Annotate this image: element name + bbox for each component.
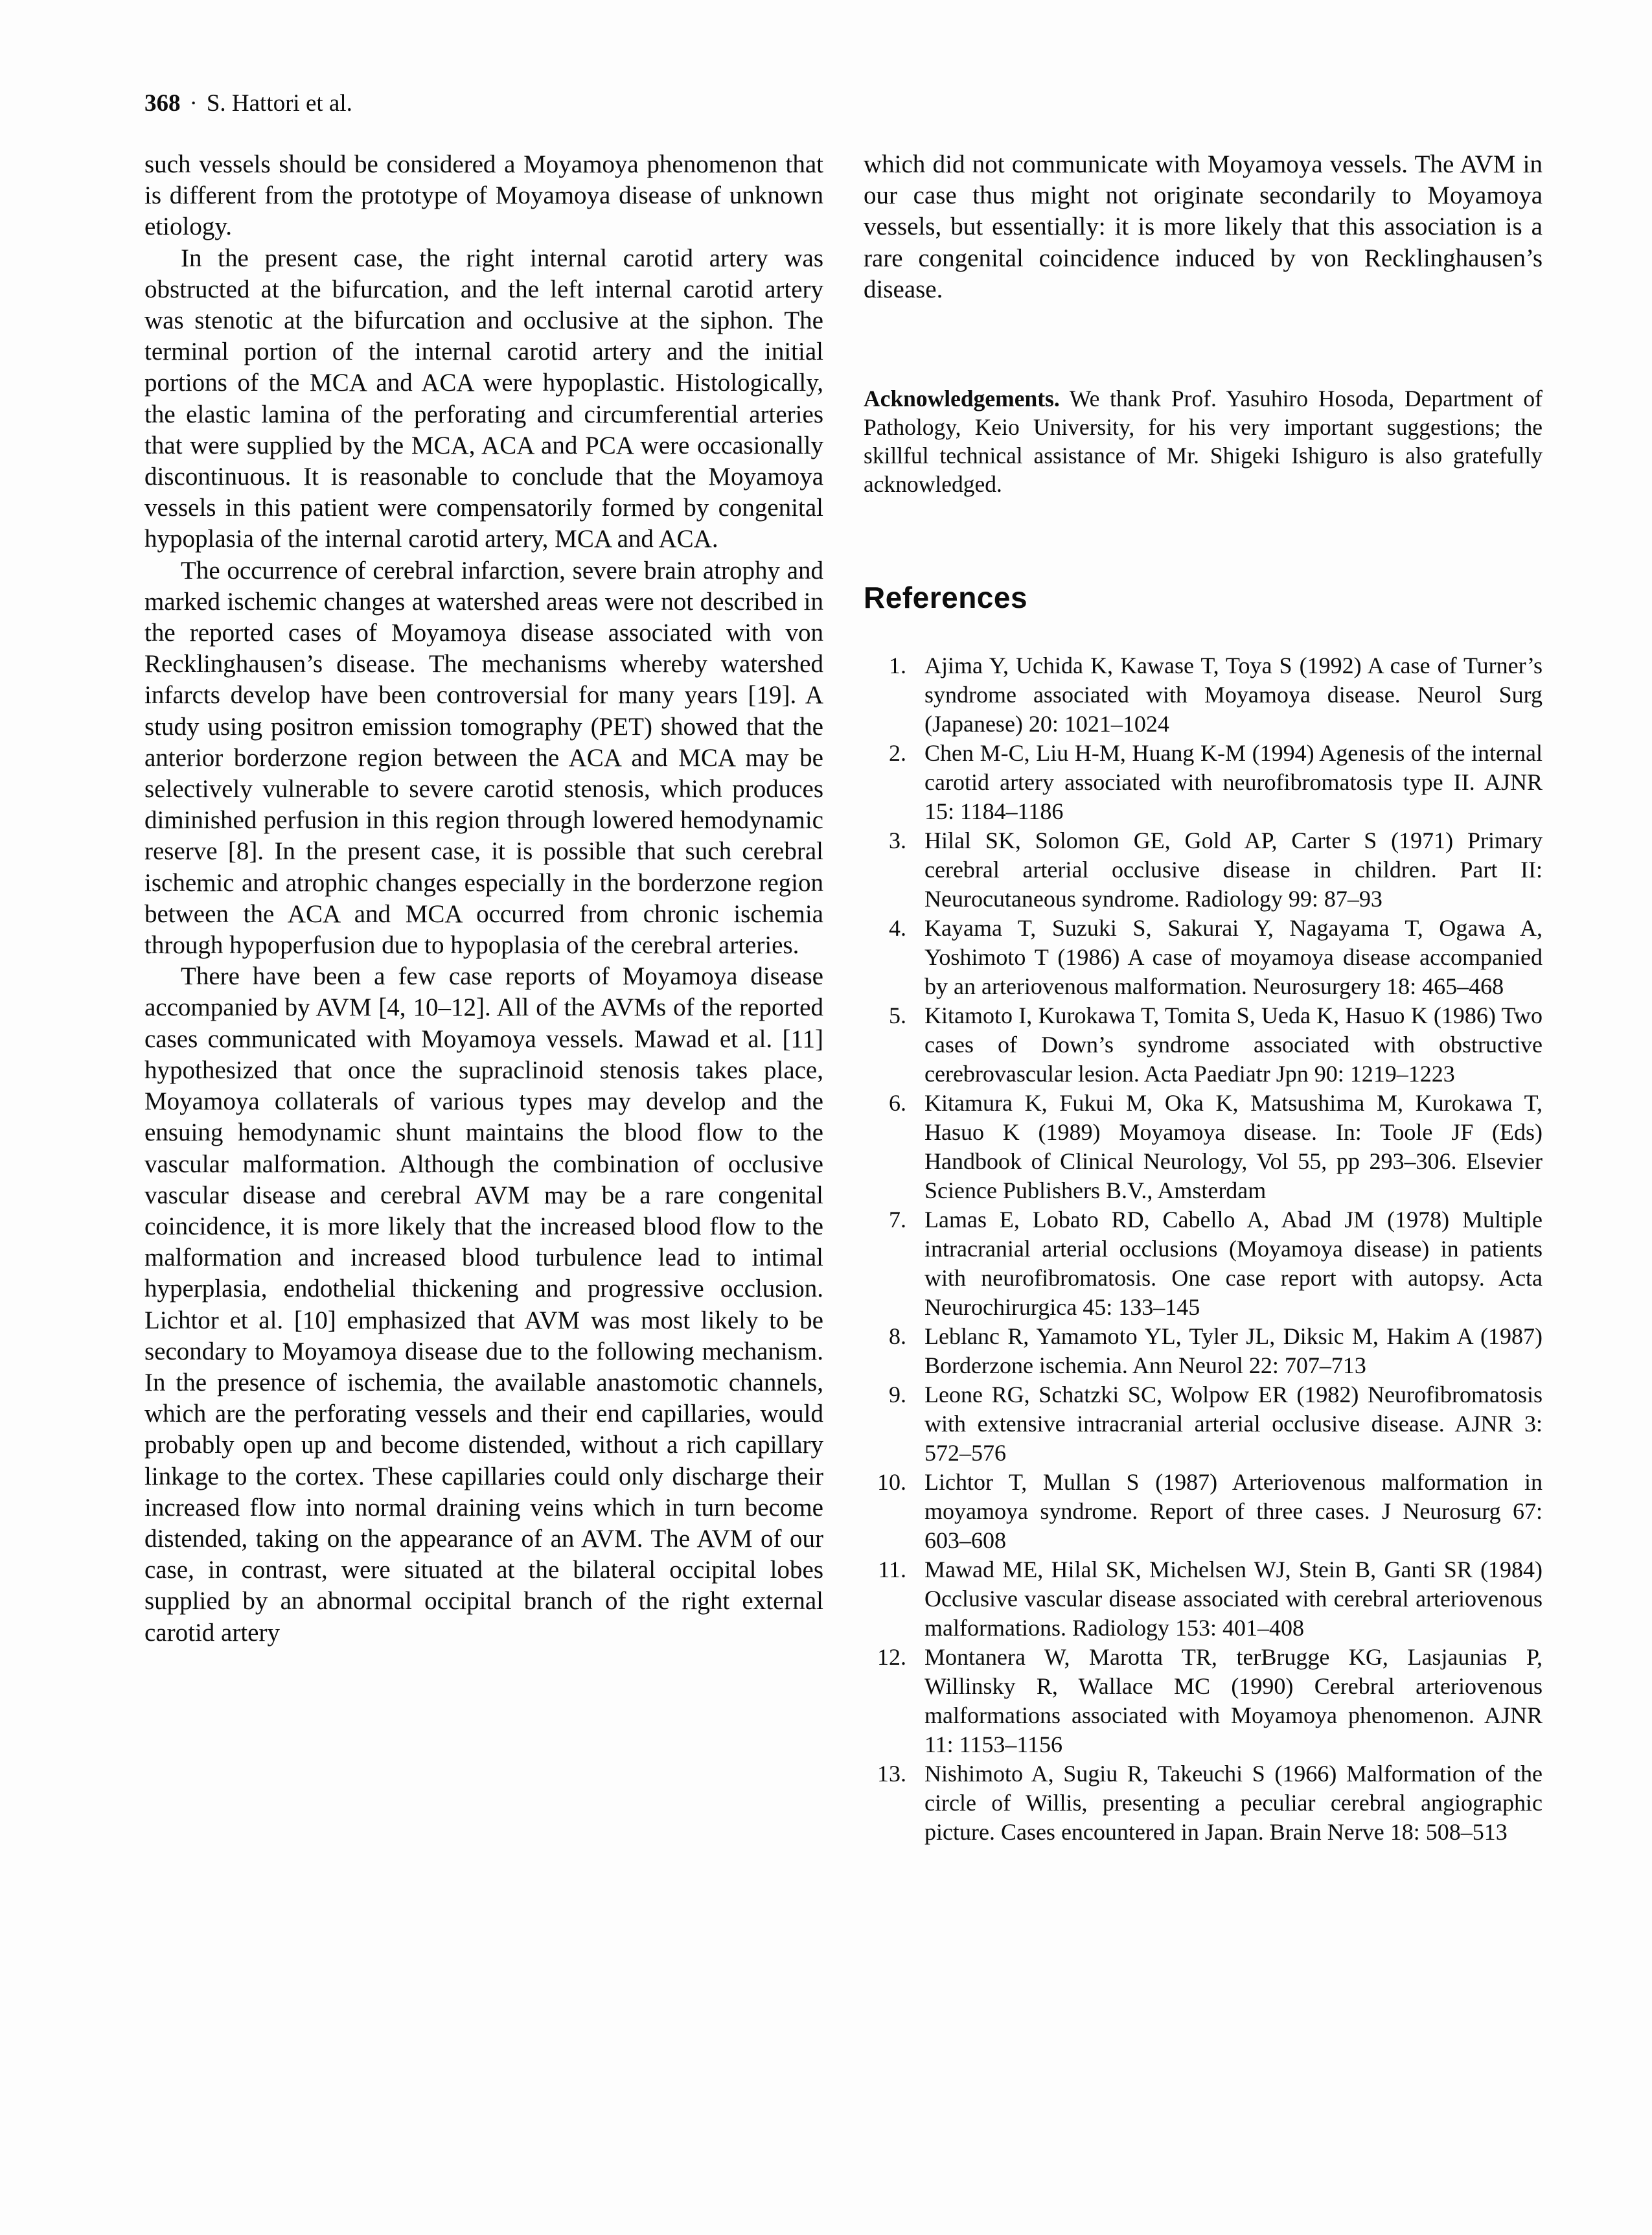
reference-number: 8.	[889, 1323, 906, 1350]
reference-number: 13.	[877, 1761, 906, 1787]
reference-text: Montanera W, Marotta TR, terBrugge KG, Lasjaunias P, Willinsky R, Wallace MC (1990) Cerebral arteriovenous malformations associated with Moyamoya phenomenon. AJNR 11: 1153–1156	[924, 1644, 1543, 1758]
reference-text: Leone RG, Schatzki SC, Wolpow ER (1982) Neurofibromatosis with extensive intracranial arterial occlusive disease. AJNR 3: 572–576	[924, 1382, 1543, 1466]
reference-text: Hilal SK, Solomon GE, Gold AP, Carter S (1971) Primary cerebral arterial occlusive disease in children. Part II: Neurocutaneous syndrome. Radiology 99: 87–93	[924, 828, 1543, 912]
reference-text: Ajima Y, Uchida K, Kawase T, Toya S (1992) A case of Turner’s syndrome associated with Moyamoya disease. Neurol Surg (Japanese) 20: 1021–1024	[924, 653, 1543, 737]
body-paragraph: which did not communicate with Moyamoya vessels. The AVM in our case thus might not originate secondarily to Moyamoya vessels, but essentially: it is more likely that this association is a rare congenital coincidence induced by von Recklinghausen’s disease.	[864, 150, 1543, 303]
reference-item	[864, 1001, 1543, 1089]
reference-number: 5.	[889, 1002, 906, 1029]
reference-item	[864, 1759, 1543, 1847]
acknowledgements	[864, 384, 1543, 498]
acknowledgements-label: Acknowledgements.	[864, 386, 1060, 412]
reference-text: Leblanc R, Yamamoto YL, Tyler JL, Diksic M, Hakim A (1987) Borderzone ischemia. Ann Neurol 22: 707–713	[924, 1323, 1543, 1379]
reference-text: Chen M-C, Liu H-M, Huang K-M (1994) Agenesis of the internal carotid artery associated with neurofibromatosis type II. AJNR 15: 1184–1186	[924, 740, 1543, 825]
page-number: 368	[144, 90, 181, 117]
reference-text: Kitamura K, Fukui M, Oka K, Matsushima M, Kurokawa T, Hasuo K (1989) Moyamoya disease. In: Toole JF (Eds) Handbook of Clinical Neurology, Vol 55, pp 293–306. Elsevier Science Publishers B.V., Amsterdam	[924, 1090, 1543, 1204]
reference-number: 11.	[878, 1557, 906, 1583]
reference-number: 4.	[889, 915, 906, 942]
reference-number: 12.	[877, 1644, 906, 1671]
references-heading: References	[864, 581, 1028, 615]
acknowledgements-text: We thank Prof. Yasuhiro Hosoda, Department of Pathology, Keio University, for his very important suggestions; the skillful technical assistance of Mr. Shigeki Ishiguro is also gratefully acknowledged.	[864, 386, 1543, 498]
reference-item	[864, 651, 1543, 739]
reference-number: 7.	[889, 1207, 906, 1233]
header-separator: ·	[189, 90, 198, 117]
reference-text: Kitamoto I, Kurokawa T, Tomita S, Ueda K, Hasuo K (1986) Two cases of Down’s syndrome associated with obstructive cerebrovascular lesion. Acta Paediatr Jpn 90: 1219–1223	[924, 1002, 1543, 1087]
reference-item	[864, 1089, 1543, 1205]
reference-number: 9.	[889, 1382, 906, 1408]
body-paragraph: such vessels should be considered a Moyamoya phenomenon that is different from the prototype of Moyamoya disease of unknown etiology.	[144, 150, 823, 241]
reference-text: Lichtor T, Mullan S (1987) Arteriovenous malformation in moyamoya syndrome. Report of three cases. J Neurosurg 67: 603–608	[924, 1469, 1543, 1554]
running-header	[144, 89, 352, 118]
reference-number: 3.	[889, 828, 906, 854]
reference-item	[864, 914, 1543, 1001]
reference-list	[864, 651, 1543, 1847]
reference-item	[864, 1643, 1543, 1759]
reference-item	[864, 1468, 1543, 1555]
reference-item	[864, 1380, 1543, 1468]
right-column	[864, 149, 1543, 1847]
reference-item	[864, 1555, 1543, 1643]
reference-item	[864, 739, 1543, 826]
reference-text: Nishimoto A, Sugiu R, Takeuchi S (1966) Malformation of the circle of Willis, presenting a peculiar cerebral angiographic picture. Cases encountered in Japan. Brain Nerve 18: 508–513	[924, 1761, 1543, 1846]
body-paragraph: In the present case, the right internal carotid artery was obstructed at the bifurcation, and the left internal carotid artery was stenotic at the bifurcation and occlusive at the siphon. The terminal portion of the internal carotid artery and the initial portions of the MCA and ACA were hypoplastic. Histologically, the elastic lamina of the perforating and circumferential arteries that were supplied by the MCA, ACA and PCA were occasionally discontinuous. It is reasonable to conclude that the Moyamoya vessels in this patient were compensatorily formed by congenital hypoplasia of the internal carotid artery, MCA and ACA.	[144, 244, 823, 553]
reference-text: Lamas E, Lobato RD, Cabello A, Abad JM (1978) Multiple intracranial arterial occlusions (Moyamoya disease) in patients with neurofibromatosis. One case report with autopsy. Acta Neurochirurgica 45: 133–145	[924, 1207, 1543, 1321]
left-column	[144, 149, 823, 1847]
body-paragraph: The occurrence of cerebral infarction, severe brain atrophy and marked ischemic changes at watershed areas were not described in the reported cases of Moyamoya disease associated with von Recklinghausen’s disease. The mechanisms whereby watershed infarcts develop have been controversial for many years [19]. A study using positron emission tomography (PET) showed that the anterior borderzone region between the ACA and MCA may be selectively vulnerable to severe carotid stenosis, which produces diminished perfusion in this region through lowered hemodynamic reserve [8]. In the present case, it is possible that such cerebral ischemic and atrophic changes especially in the borderzone region between the ACA and MCA occurred from chronic ischemia through hypoperfusion due to hypoplasia of the cerebral arteries.	[144, 556, 823, 960]
reference-item	[864, 826, 1543, 914]
running-head-authors: S. Hattori et al.	[206, 90, 352, 117]
body-paragraph: There have been a few case reports of Moyamoya disease accompanied by AVM [4, 10–12]. All of the AVMs of the reported cases communicated with Moyamoya vessels. Mawad et al. [11] hypothesized that once the supraclinoid stenosis takes place, Moyamoya collaterals of various types may develop and the ensuing hemodynamic shunt maintains the blood flow to the vascular malformation. Although the combination of occlusive vascular disease and cerebral AVM may be a rare congenital coincidence, it is more likely that the increased blood flow to the malformation and increased blood turbulence lead to intimal hyperplasia, endothelial thickening and progressive occlusion. Lichtor et al. [10] emphasized that AVM was most likely to be secondary to Moyamoya disease due to the following mechanism. In the presence of ischemia, the available anastomotic channels, which are the perforating vessels and their end capillaries, would probably open up and become distended, without a rich capillary linkage to the cortex. These capillaries could only discharge their increased flow into normal draining veins which in turn become distended, taking on the appearance of an AVM. The AVM of our case, in contrast, were situated at the bilateral occipital lobes supplied by an abnormal occipital branch of the right external carotid artery	[144, 962, 823, 1647]
reference-number: 10.	[877, 1469, 906, 1496]
reference-text: Kayama T, Suzuki S, Sakurai Y, Nagayama T, Ogawa A, Yoshimoto T (1986) A case of moyamoya disease accompanied by an arteriovenous malformation. Neurosurgery 18: 465–468	[924, 915, 1543, 1000]
reference-item	[864, 1322, 1543, 1380]
two-column-layout	[144, 149, 1543, 1847]
reference-number: 6.	[889, 1090, 906, 1117]
reference-number: 2.	[889, 740, 906, 767]
reference-item	[864, 1205, 1543, 1322]
reference-number: 1.	[889, 653, 906, 679]
reference-text: Mawad ME, Hilal SK, Michelsen WJ, Stein B, Ganti SR (1984) Occlusive vascular disease associated with cerebral arteriovenous malformations. Radiology 153: 401–408	[924, 1557, 1543, 1641]
